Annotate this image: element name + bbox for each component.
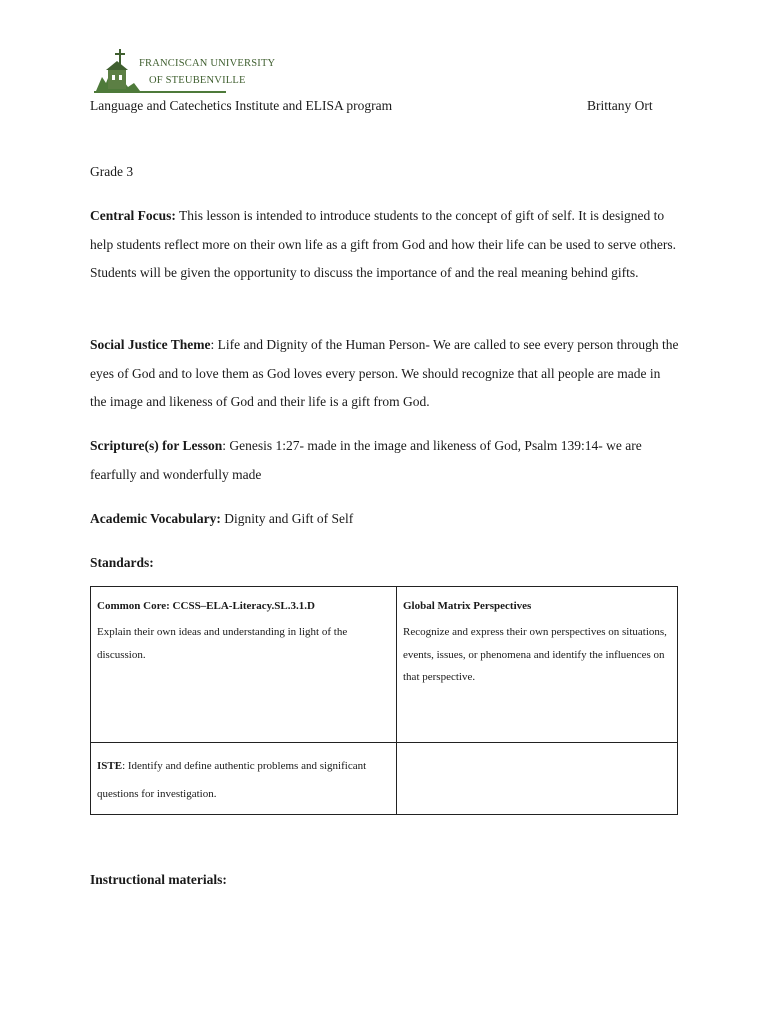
social-justice-paragraph — [90, 331, 680, 417]
central-focus-paragraph — [90, 202, 680, 288]
scripture-label: Scripture(s) for Lesson — [90, 438, 223, 453]
author-name: Brittany Ort — [587, 98, 653, 113]
iste-paragraph — [97, 752, 390, 808]
logo-text-university: FRANCISCAN UNIVERSITY — [139, 58, 276, 69]
scripture-paragraph — [90, 432, 680, 489]
global-matrix-cell — [397, 587, 678, 743]
iste-text: : Identify and define authentic problems and significant questions for investigation. — [97, 760, 367, 800]
global-matrix-title: Global Matrix Perspectives — [403, 600, 532, 612]
vocabulary-label: Academic Vocabulary: — [90, 511, 221, 526]
table-row — [91, 743, 678, 815]
iste-label: ISTE — [97, 760, 123, 772]
university-logo — [94, 47, 276, 95]
logo-text-steubenville: OF STEUBENVILLE — [149, 75, 246, 86]
program-name: Language and Catechetics Institute and ELISA program — [90, 98, 393, 113]
iste-cell — [91, 743, 397, 815]
table-row — [91, 587, 678, 743]
vocabulary-paragraph — [90, 505, 680, 534]
vocabulary-text: Dignity and Gift of Self — [220, 511, 354, 526]
common-core-cell — [91, 587, 397, 743]
standards-heading — [90, 549, 680, 578]
central-focus-label: Central Focus: — [90, 208, 176, 223]
standards-label: Standards: — [90, 555, 154, 570]
social-justice-label: Social Justice Theme — [90, 337, 211, 352]
university-logo-icon — [94, 47, 228, 95]
standards-table — [90, 586, 678, 815]
empty-cell — [397, 743, 678, 815]
central-focus-text: This lesson is intended to introduce students to the concept of gift of self. It is designed to help students reflect more on their own life as a gift from God and how their life can be used to serve others. Students will be given the opportunity to discuss the importance of and the real meaning behind gifts. — [90, 208, 676, 281]
instructional-materials-label: Instructional materials: — [90, 872, 227, 887]
grade-level: Grade 3 — [90, 164, 134, 179]
social-justice-text: : Life and Dignity of the Human Person- We are called to see every person through the eyes of God and to love them as God loves every person. We should recognize that all people are made in the image and likeness of God and their life is a gift from God. — [90, 337, 679, 410]
global-matrix-text: Recognize and express their own perspectives on situations, events, issues, or phenomena and identify the influences on that perspective. — [403, 626, 667, 683]
instructional-materials-heading — [90, 866, 680, 895]
scripture-text: : Genesis 1:27- made in the image and likeness of God, Psalm 139:14- we are fearfully and wonderfully made — [90, 438, 642, 482]
common-core-title: Common Core: CCSS–ELA-Literacy.SL.3.1.D — [97, 600, 315, 612]
common-core-text: Explain their own ideas and understanding in light of the discussion. — [97, 626, 348, 661]
